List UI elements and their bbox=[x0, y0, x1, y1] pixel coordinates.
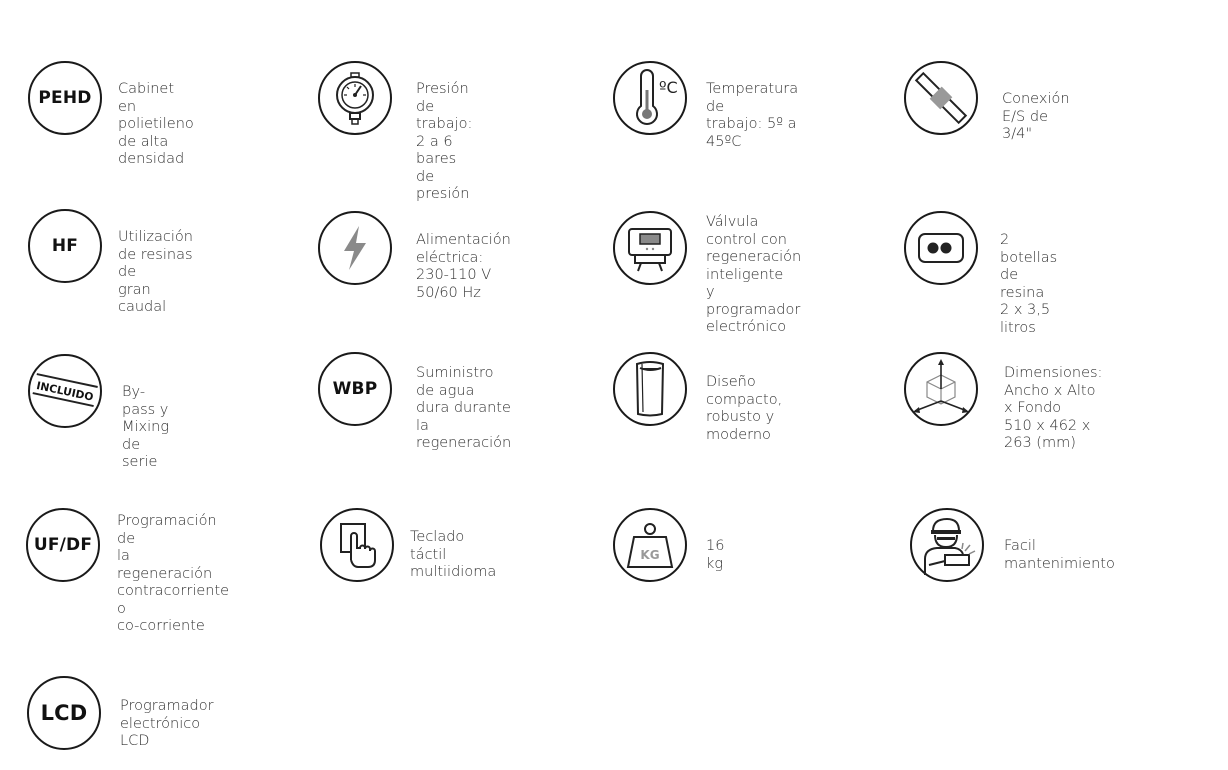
ufdf-text-icon: UF/DF bbox=[26, 508, 100, 582]
feature-label: Diseño compacto, robusto y moderno bbox=[706, 374, 783, 443]
hf-text-icon: HF bbox=[28, 209, 102, 283]
touch-keypad-icon bbox=[320, 508, 394, 582]
feature-label: Temperatura de trabajo: 5º a 45ºC bbox=[706, 81, 799, 150]
feature-label: Alimentación eléctrica: 230-110 V 50/60 Hz bbox=[416, 232, 511, 301]
maintenance-worker-icon bbox=[910, 508, 984, 582]
feature-label: Suministro de agua dura durante la regeneración bbox=[416, 365, 512, 451]
feature-label: 16 kg bbox=[706, 538, 725, 572]
wbp-text-icon: WBP bbox=[318, 352, 392, 426]
celsius-text: ºC bbox=[659, 78, 678, 97]
feature-label: 2 botellas de resina 2 x 3,5 litros bbox=[1000, 232, 1058, 336]
pipe-connection-icon bbox=[904, 61, 978, 135]
feature-label: Conexión E/S de 3/4" bbox=[1002, 91, 1070, 142]
control-valve-icon bbox=[613, 211, 687, 285]
feature-label: Dimensiones: Ancho x Alto x Fondo 510 x 462 x 263 (mm) bbox=[1004, 365, 1103, 451]
lcd-text-icon: LCD bbox=[27, 676, 101, 750]
dimensions-cube-icon bbox=[904, 352, 978, 426]
feature-label: Utilización de resinas de gran caudal bbox=[118, 229, 193, 315]
feature-label: Presión de trabajo: 2 a 6 bares de presión bbox=[416, 81, 473, 202]
feature-label: Válvula control con regeneración inteligente y programador electrónico bbox=[706, 214, 802, 335]
included-text: INCLUIDO bbox=[35, 379, 95, 404]
feature-label: Programación de la regeneración contracorriente o co-corriente bbox=[117, 513, 230, 634]
compact-cabinet-icon bbox=[613, 352, 687, 426]
pehd-text-icon: PEHD bbox=[28, 61, 102, 135]
feature-label: By-pass y Mixing de serie bbox=[122, 384, 170, 470]
feature-label: Teclado táctil multiidioma bbox=[410, 529, 497, 580]
weight-kg-icon bbox=[613, 508, 687, 582]
kg-text: KG bbox=[640, 548, 660, 562]
lightning-icon bbox=[318, 211, 392, 285]
two-bottles-icon bbox=[904, 211, 978, 285]
thermometer-icon bbox=[613, 61, 687, 135]
feature-label: Cabinet en polietileno de alta densidad bbox=[118, 81, 194, 167]
included-stamp-icon bbox=[28, 354, 102, 428]
pressure-gauge-icon bbox=[318, 61, 392, 135]
feature-label: Programador electrónico LCD bbox=[120, 698, 214, 749]
feature-label: Facil mantenimiento bbox=[1004, 538, 1115, 572]
